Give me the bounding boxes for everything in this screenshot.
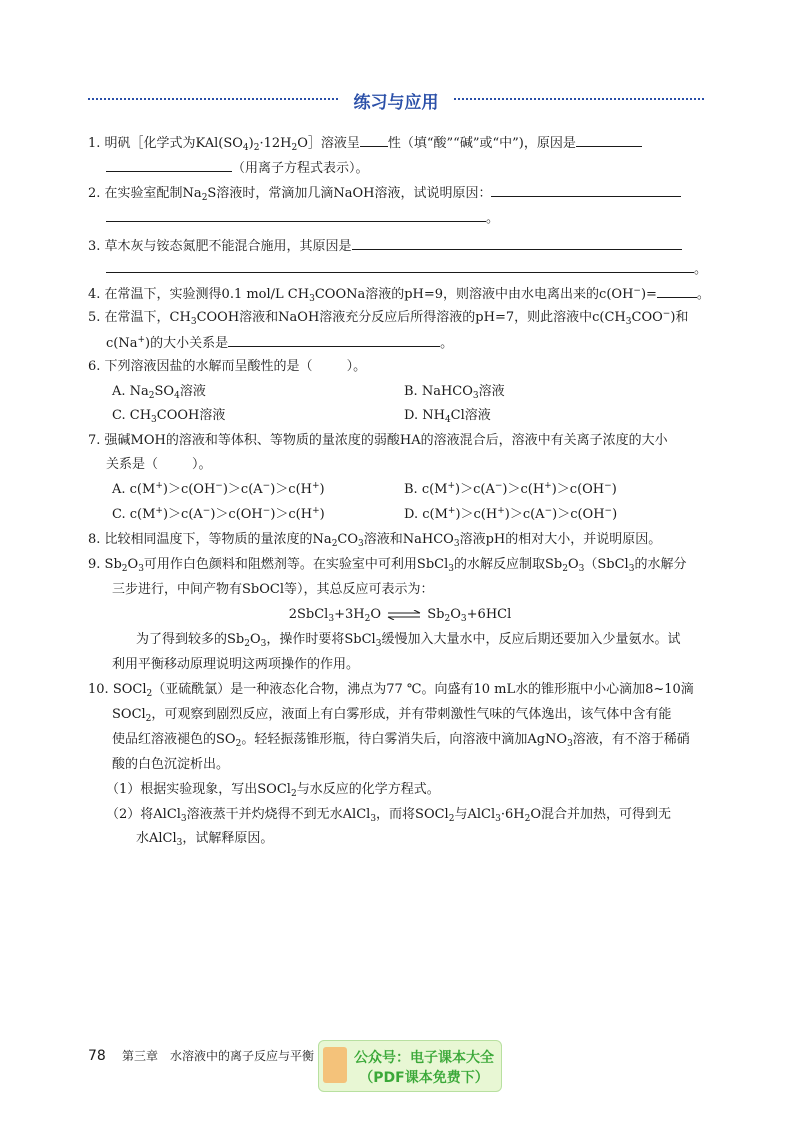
- option-text: )＞c(OH: [162, 482, 216, 497]
- q9-text: O: [127, 557, 139, 572]
- q3-number: 3.: [88, 239, 101, 254]
- sub: 3: [260, 639, 267, 649]
- option-text: )＞c(A: [455, 482, 495, 497]
- q9-text: ，操作时要将SbCl: [266, 632, 376, 647]
- q5-text: c(Na: [106, 336, 138, 351]
- sub: 3: [190, 317, 197, 327]
- sub: 2: [244, 639, 250, 649]
- q5-number: 5.: [88, 310, 101, 325]
- sup: +: [155, 481, 163, 491]
- sup: −: [215, 481, 223, 491]
- q2-number: 2.: [88, 186, 101, 201]
- sub: 2: [253, 143, 260, 153]
- q10-sub2-line1: [106, 806, 671, 824]
- eq-text: O: [450, 607, 461, 622]
- equilibrium-arrow-icon: [387, 610, 421, 620]
- q1-number: 1.: [88, 136, 101, 151]
- q7-text: 关系是（: [106, 457, 159, 472]
- sup: −: [544, 506, 553, 516]
- sub: 2: [562, 564, 568, 574]
- sub: 2: [145, 714, 152, 724]
- sub: 3: [358, 539, 364, 549]
- option-text: B. NaHCO: [404, 384, 473, 399]
- option-text: A. c(M: [112, 482, 156, 497]
- q7-stem-line1: [88, 432, 668, 450]
- q9-line2: [112, 581, 434, 599]
- sub: 3: [567, 739, 573, 749]
- q1-text: 明矾［化学式为KAl(SO: [104, 136, 243, 151]
- sub: 2: [290, 789, 297, 799]
- q7-text: 强碱MOH的溶液和等体积、等物质的量浓度的弱酸HA的溶液混合后，溶液中有关离子浓度的大小: [104, 433, 668, 448]
- sup: +: [447, 506, 456, 516]
- sub: 3: [453, 539, 460, 549]
- sub: 3: [309, 294, 315, 304]
- q9-para1: [136, 631, 680, 649]
- q10-text: 与水反应的化学方程式。: [296, 782, 440, 797]
- option-text: )＞c(OH: [552, 507, 605, 522]
- q4-line: [88, 284, 710, 304]
- option-text: )＞c(OH: [210, 507, 263, 522]
- section-title: 练习与应用: [353, 93, 439, 113]
- q6-stem: [88, 358, 366, 376]
- q2-line2: [106, 208, 499, 228]
- q8-text: 比较相同温度下，等物质的量浓度的Na: [104, 532, 332, 547]
- sup: −: [604, 481, 612, 491]
- q3-text: 。: [694, 262, 708, 277]
- q1-text: （用离子方程式表示）。: [232, 161, 369, 176]
- q9-para2: [112, 656, 359, 674]
- q2-text: S溶液时，常滴加几滴NaOH溶液，试说明原因：: [207, 186, 492, 201]
- q1-line1: [88, 133, 642, 153]
- q7-option-d[interactable]: [404, 506, 617, 524]
- sub: 3: [151, 415, 157, 425]
- watermark-badge: [318, 1040, 502, 1092]
- q7-text: ）。: [192, 457, 212, 472]
- option-text: )＞c(A: [504, 507, 545, 522]
- q10-text: 溶液蒸干并灼烧得不到无水AlCl: [186, 807, 371, 822]
- answer-blank[interactable]: [360, 133, 388, 147]
- sup: +: [497, 506, 505, 516]
- q9-text: O: [567, 557, 579, 572]
- sub: 4: [444, 415, 451, 425]
- q6-number: 6.: [88, 359, 101, 374]
- q1-text: O］溶液呈: [297, 136, 360, 151]
- q8-number: 8.: [88, 532, 101, 547]
- sub: 3: [138, 564, 144, 574]
- q6-text: ）。: [346, 359, 367, 374]
- sup: +: [155, 506, 163, 516]
- q5-text: 。: [440, 336, 454, 351]
- q6-text: 下列溶液因盐的水解而呈酸性的是（: [104, 359, 313, 374]
- q5-text: 在常温下，CH: [104, 310, 191, 325]
- q9-text: （SbCl: [584, 557, 629, 572]
- q9-text: 的水解分: [634, 557, 687, 572]
- option-text: ): [612, 507, 618, 522]
- eq-text: O: [370, 607, 381, 622]
- sub: 2: [364, 614, 371, 624]
- q7-stem-line2: [106, 456, 212, 474]
- q5-line1: [88, 309, 688, 327]
- option-text: )＞c(A: [222, 482, 263, 497]
- option-text: )＞c(H: [270, 507, 313, 522]
- q4-text: )=: [640, 287, 657, 302]
- option-text: A. Na: [112, 384, 149, 399]
- q1-line2: [106, 158, 369, 178]
- watermark-line2: （PDF课本免费下）: [359, 1070, 489, 1086]
- sub: 3: [448, 564, 454, 574]
- q2-text: 在实验室配制Na: [104, 186, 202, 201]
- sup: −: [262, 481, 271, 491]
- q10-text: 与AlCl: [454, 807, 496, 822]
- q9-text: O: [249, 632, 261, 647]
- q7-number: 7.: [88, 433, 101, 448]
- chapter-title: 第三章 水溶液中的离子反应与平衡: [121, 1049, 314, 1063]
- q2-text: 。: [486, 211, 500, 226]
- option-text: SO: [154, 384, 175, 399]
- eq-text: +6HCl: [466, 607, 512, 622]
- sup: −: [494, 481, 503, 491]
- q6-option-b[interactable]: [404, 383, 505, 401]
- q10-text: 水AlCl: [136, 831, 177, 846]
- sub: 3: [628, 564, 635, 574]
- sub: 3: [180, 814, 187, 824]
- sub: 3: [375, 639, 382, 649]
- q10-text: ，可观察到剧烈反应，液面上有白雾形成，并有带刺激性气味的气体逸出，该气体中含有能: [151, 707, 672, 722]
- q5-text: )和: [670, 310, 689, 325]
- q10-line1: [88, 681, 694, 699]
- sub: 4: [174, 391, 180, 401]
- q10-text: （亚硫酰氯）是一种液态化合物，沸点为77 ℃。向盛有10 mL水的锥形瓶中小心滴加8~10滴: [152, 682, 694, 697]
- sup: −: [662, 309, 671, 319]
- option-text: Cl溶液: [450, 408, 491, 423]
- option-text: )＞c(H: [502, 482, 545, 497]
- sup: −: [633, 286, 641, 296]
- q4-text: 。: [696, 287, 710, 302]
- option-text: )＞c(H: [270, 482, 312, 497]
- q8-text: 溶液pH的相对大小，并说明原因。: [459, 532, 662, 547]
- sub: 2: [291, 143, 298, 153]
- q10-text: 溶液，有不溶于稀硝: [572, 732, 690, 747]
- q10-text: ·6H: [500, 807, 525, 822]
- answer-blank[interactable]: [491, 183, 681, 197]
- answer-blank[interactable]: [106, 208, 486, 222]
- q9-line1: [88, 556, 686, 574]
- sub: 3: [578, 564, 585, 574]
- q9-text: 利用平衡移动原理说明这两项操作的作用。: [112, 657, 360, 672]
- sub: 2: [524, 814, 531, 824]
- sub: 4: [242, 143, 249, 153]
- sup: −: [262, 506, 271, 516]
- option-text: ): [319, 482, 325, 497]
- q6-option-d[interactable]: [404, 407, 491, 425]
- sub: 2: [146, 689, 153, 699]
- sub: 3: [328, 614, 335, 624]
- option-text: C. c(M: [112, 507, 156, 522]
- sub: 2: [444, 614, 451, 624]
- eq-text: Sb: [427, 607, 445, 622]
- sub: 2: [148, 391, 155, 401]
- q9-text: 为了得到较多的Sb: [136, 632, 245, 647]
- sub: 3: [460, 614, 467, 624]
- page-footer: [88, 1047, 314, 1066]
- q8-text: 溶液和NaHCO: [363, 532, 454, 547]
- option-text: D. NH: [404, 408, 445, 423]
- q8-text: CO: [337, 532, 359, 547]
- q1-text: 性（填“酸”“碱”或“中”)，原因是: [387, 136, 576, 151]
- answer-blank[interactable]: [106, 158, 232, 172]
- sub: 3: [472, 391, 479, 401]
- q2-line1: [88, 183, 681, 203]
- q9-number: 9.: [88, 557, 101, 572]
- eq-text: 2SbCl: [288, 607, 329, 622]
- book-icon: [323, 1047, 347, 1083]
- q10-line2: [112, 706, 671, 724]
- q7-option-a[interactable]: [112, 481, 325, 499]
- q9-text: 三步进行，中间产物有SbOCl等），其总反应可表示为：: [112, 582, 434, 597]
- sup: +: [311, 481, 320, 491]
- answer-blank[interactable]: [106, 259, 694, 273]
- q4-number: 4.: [88, 287, 101, 302]
- watermark-line1: 公众号：电子课本大全: [354, 1050, 494, 1066]
- q10-text: SOCl: [112, 682, 147, 697]
- option-text: C. CH: [112, 408, 152, 423]
- q10-text: 酸的白色沉淀析出。: [112, 757, 230, 772]
- q1-text: ): [248, 136, 254, 151]
- q9-equation: [0, 606, 800, 624]
- q10-sub2-line2: [136, 830, 273, 848]
- header-dots-right: [454, 98, 704, 100]
- sub: 3: [625, 317, 632, 327]
- option-text: ): [611, 482, 617, 497]
- option-text: )＞c(OH: [551, 482, 605, 497]
- option-text: )＞c(A: [162, 507, 203, 522]
- q5-text: COOH溶液和NaOH溶液充分反应后所得溶液的pH=7，则此溶液中c(CH: [196, 310, 626, 325]
- sub: 2: [121, 564, 128, 574]
- q10-text: （2）将AlCl: [106, 807, 181, 822]
- q10-text: O混合并加热，可得到无: [530, 807, 671, 822]
- page-number: 78: [88, 1048, 106, 1064]
- q10-number: 10.: [88, 682, 109, 697]
- q9-text: Sb: [104, 557, 122, 572]
- sub: 2: [235, 739, 242, 749]
- sub: 3: [370, 814, 377, 824]
- option-text: ): [319, 507, 325, 522]
- sup: +: [544, 481, 552, 491]
- q3-text: 草木灰与铵态氮肥不能混合施用，其原因是: [104, 239, 352, 254]
- sub: 3: [495, 814, 501, 824]
- q5-text: )的大小关系是: [145, 336, 229, 351]
- option-text: B. c(M: [404, 482, 448, 497]
- answer-blank[interactable]: [657, 284, 697, 298]
- option-text: D. c(M: [404, 507, 448, 522]
- q8-line: [88, 531, 661, 549]
- sup: −: [604, 506, 613, 516]
- q4-text: COONa溶液的pH=9，则溶液中由水电离出来的c(OH: [314, 287, 634, 302]
- sup: +: [447, 481, 456, 491]
- q10-line4: [112, 756, 229, 774]
- q6-option-c[interactable]: [112, 407, 225, 425]
- sup: +: [312, 506, 320, 516]
- q5-text: COO: [631, 310, 663, 325]
- q3-line2: [106, 259, 707, 279]
- q10-text: ，而将SOCl: [376, 807, 449, 822]
- option-text: 溶液: [478, 384, 505, 399]
- q5-line2: [106, 333, 453, 353]
- eq-text: +3H: [334, 607, 365, 622]
- q10-sub1: [106, 781, 440, 799]
- option-text: COOH溶液: [156, 408, 226, 423]
- q1-text: ·12H: [259, 136, 292, 151]
- answer-blank[interactable]: [352, 236, 682, 250]
- q9-text: 缓慢加入大量水中，反应后期还要加入少量氨水。试: [381, 632, 681, 647]
- option-text: )＞c(H: [455, 507, 498, 522]
- q7-option-c[interactable]: [112, 506, 325, 524]
- q3-line1: [88, 236, 682, 256]
- answer-blank[interactable]: [576, 133, 642, 147]
- q10-text: 。轻轻振荡锥形瓶，待白雾消失后，向溶液中滴加AgNO: [241, 732, 568, 747]
- q4-text: 在常温下，实验测得0.1 mol/L CH: [104, 287, 310, 302]
- q10-text: （1）根据实验现象，写出SOCl: [106, 782, 291, 797]
- sub: 3: [176, 838, 183, 848]
- q9-text: 可用作白色颜料和阻燃剂等。在实验室中可利用SbCl: [143, 557, 449, 572]
- q10-text: SOCl: [112, 707, 146, 722]
- sub: 2: [448, 814, 455, 824]
- section-header: [88, 88, 704, 113]
- q6-option-a[interactable]: [112, 383, 206, 401]
- q10-text: 使品红溶液褪色的SO: [112, 732, 236, 747]
- q7-option-b[interactable]: [404, 481, 617, 499]
- answer-blank[interactable]: [228, 333, 440, 347]
- option-text: 溶液: [179, 384, 206, 399]
- sub: 2: [331, 539, 338, 549]
- q10-text: ，试解释原因。: [182, 831, 274, 846]
- sup: −: [202, 506, 211, 516]
- sub: 2: [201, 193, 208, 203]
- q10-line3: [112, 731, 690, 749]
- q9-text: 的水解反应制取Sb: [454, 557, 563, 572]
- sup: +: [137, 335, 146, 345]
